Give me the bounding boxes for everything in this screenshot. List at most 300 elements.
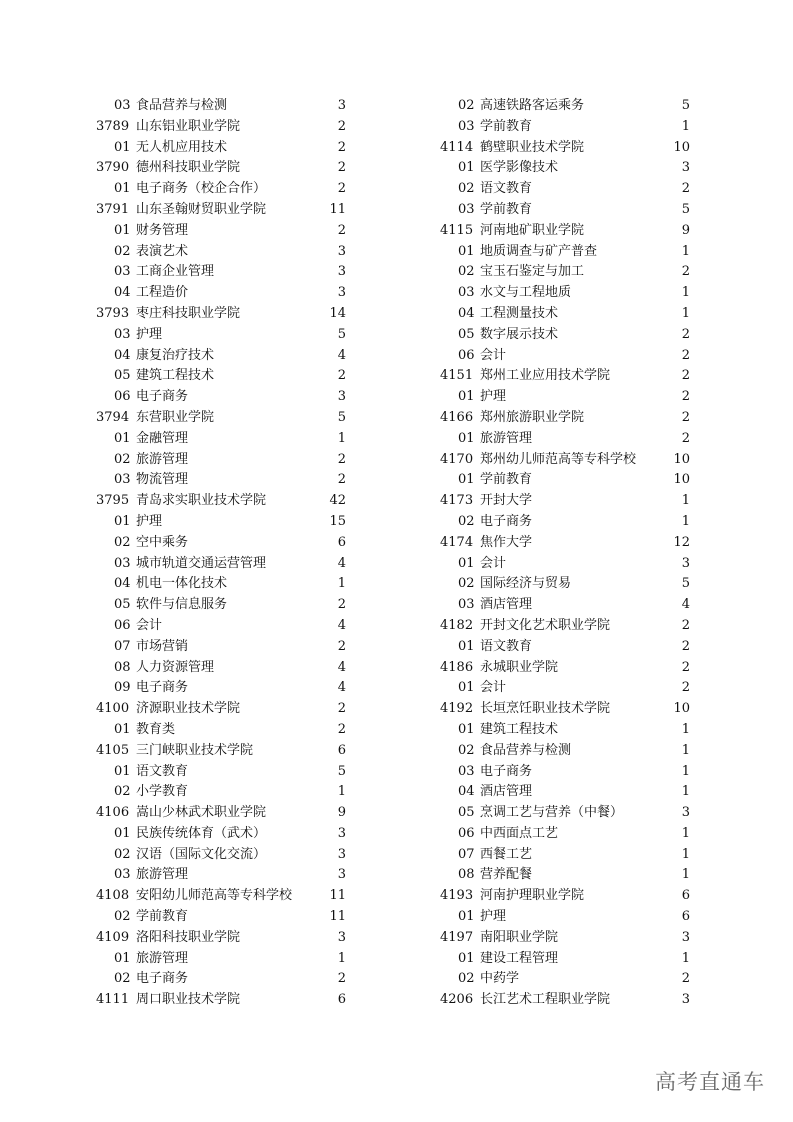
major-row <box>440 470 690 491</box>
major-row <box>96 346 346 367</box>
count: 6 <box>337 742 346 758</box>
name: 电子商务 <box>480 513 533 529</box>
name: 建筑工程技术 <box>480 721 559 737</box>
count: 1 <box>681 784 690 800</box>
code: 4115 <box>440 222 474 238</box>
major-row <box>96 865 346 886</box>
code: 03 <box>458 118 475 134</box>
code: 01 <box>458 430 475 446</box>
major-row <box>440 304 690 325</box>
name: 护理 <box>480 909 507 925</box>
name: 学前教育 <box>480 201 533 217</box>
school-row <box>96 803 346 824</box>
count: 9 <box>681 222 690 238</box>
major-row <box>440 678 690 699</box>
count: 2 <box>337 451 346 467</box>
code: 3790 <box>96 160 130 176</box>
name: 物流管理 <box>136 472 189 488</box>
code: 4109 <box>96 929 130 945</box>
count: 5 <box>337 409 346 425</box>
name: 河南地矿职业学院 <box>480 222 585 238</box>
name: 学前教育 <box>136 909 189 925</box>
code: 4100 <box>96 701 130 717</box>
count: 3 <box>337 98 346 113</box>
name: 焦作大学 <box>480 534 533 550</box>
count: 2 <box>681 409 690 425</box>
name: 济源职业技术学院 <box>136 701 241 717</box>
major-row <box>96 782 346 803</box>
count: 2 <box>681 264 690 280</box>
code: 02 <box>114 846 131 862</box>
school-row <box>440 658 690 679</box>
code: 05 <box>458 326 475 342</box>
count: 2 <box>681 368 690 384</box>
code: 07 <box>114 638 131 654</box>
code: 02 <box>114 243 131 259</box>
name: 山东铝业职业学院 <box>136 118 241 134</box>
code: 4192 <box>440 701 474 717</box>
name: 郑州工业应用技术学院 <box>480 368 611 384</box>
name: 学前教育 <box>480 472 533 488</box>
major-row <box>440 803 690 824</box>
count: 1 <box>337 950 346 966</box>
name: 宝玉石鉴定与加工 <box>480 264 585 280</box>
count: 1 <box>681 493 690 509</box>
count: 2 <box>681 430 690 446</box>
code: 3793 <box>96 305 130 321</box>
count: 2 <box>681 659 690 675</box>
major-row <box>96 554 346 575</box>
code: 3791 <box>96 201 130 217</box>
count: 2 <box>337 971 346 987</box>
count: 10 <box>673 451 690 467</box>
name: 人力资源管理 <box>136 659 215 675</box>
code: 02 <box>458 971 475 987</box>
count: 4 <box>337 617 346 633</box>
count: 2 <box>337 721 346 737</box>
name: 护理 <box>136 513 163 529</box>
name: 酒店管理 <box>480 784 533 800</box>
name: 语文教育 <box>136 763 189 779</box>
name: 枣庄科技职业学院 <box>136 305 241 321</box>
count: 5 <box>337 763 346 779</box>
school-row <box>440 886 690 907</box>
name: 食品营养与检测 <box>480 742 572 758</box>
major-row <box>440 845 690 866</box>
name: 中西面点工艺 <box>480 825 559 841</box>
major-row <box>96 179 346 200</box>
code: 3789 <box>96 118 130 134</box>
code: 4174 <box>440 534 474 550</box>
code: 4197 <box>440 929 474 945</box>
name: 地质调查与矿产普查 <box>480 243 598 259</box>
major-row <box>440 262 690 283</box>
school-row <box>96 699 346 720</box>
code: 05 <box>114 368 131 384</box>
count: 2 <box>681 326 690 342</box>
count: 3 <box>337 285 346 301</box>
code: 01 <box>458 638 475 654</box>
name: 山东圣翰财贸职业学院 <box>136 201 267 217</box>
major-row <box>96 907 346 928</box>
count: 4 <box>681 597 690 613</box>
code: 4186 <box>440 659 474 675</box>
school-row <box>96 304 346 325</box>
count: 3 <box>337 825 346 841</box>
code: 01 <box>114 222 131 238</box>
major-row <box>440 117 690 138</box>
name: 电子商务 <box>136 971 189 987</box>
code: 06 <box>458 825 475 841</box>
major-row <box>440 637 690 658</box>
major-row <box>96 242 346 263</box>
code: 03 <box>114 867 131 883</box>
name: 中药学 <box>480 971 520 987</box>
name: 工程测量技术 <box>480 305 559 321</box>
school-row <box>440 699 690 720</box>
name: 长江艺术工程职业学院 <box>480 992 611 1008</box>
name: 建设工程管理 <box>480 950 559 966</box>
major-row <box>440 325 690 346</box>
count: 14 <box>329 305 346 321</box>
major-row <box>96 969 346 990</box>
code: 03 <box>458 201 475 217</box>
name: 无人机应用技术 <box>136 139 228 155</box>
code: 4111 <box>96 992 130 1008</box>
school-row <box>440 990 690 1011</box>
count: 4 <box>337 347 346 363</box>
count: 2 <box>337 701 346 717</box>
major-row <box>440 762 690 783</box>
code: 01 <box>458 243 475 259</box>
code: 01 <box>458 472 475 488</box>
count: 1 <box>337 430 346 446</box>
major-row <box>96 221 346 242</box>
code: 4206 <box>440 992 474 1008</box>
count: 10 <box>673 701 690 717</box>
code: 01 <box>114 721 131 737</box>
code: 06 <box>114 617 131 633</box>
count: 42 <box>329 493 346 509</box>
count: 2 <box>681 971 690 987</box>
major-row <box>96 450 346 471</box>
count: 2 <box>681 680 690 696</box>
code: 01 <box>458 389 475 405</box>
name: 永城职业学院 <box>480 659 559 675</box>
code: 4106 <box>96 805 130 821</box>
major-row <box>96 637 346 658</box>
major-row <box>440 242 690 263</box>
major-row <box>440 429 690 450</box>
code: 03 <box>114 98 131 113</box>
count: 4 <box>337 659 346 675</box>
major-row <box>96 325 346 346</box>
code: 4151 <box>440 368 474 384</box>
name: 洛阳科技职业学院 <box>136 929 241 945</box>
school-row <box>440 408 690 429</box>
count: 2 <box>337 139 346 155</box>
name: 软件与信息服务 <box>136 597 228 613</box>
name: 旅游管理 <box>480 430 533 446</box>
code: 03 <box>458 285 475 301</box>
name: 建筑工程技术 <box>136 368 215 384</box>
count: 6 <box>337 534 346 550</box>
code: 03 <box>458 597 475 613</box>
name: 德州科技职业学院 <box>136 160 241 176</box>
count: 2 <box>337 181 346 197</box>
count: 11 <box>329 888 346 904</box>
count: 2 <box>337 638 346 654</box>
code: 4108 <box>96 888 130 904</box>
code: 09 <box>114 680 131 696</box>
code: 02 <box>114 909 131 925</box>
count: 10 <box>673 139 690 155</box>
name: 会计 <box>480 347 507 363</box>
major-row <box>440 387 690 408</box>
school-row <box>96 158 346 179</box>
name: 南阳职业学院 <box>480 929 559 945</box>
code: 3794 <box>96 409 130 425</box>
count: 2 <box>681 181 690 197</box>
code: 01 <box>114 513 131 529</box>
name: 医学影像技术 <box>480 160 559 176</box>
major-row <box>96 658 346 679</box>
code: 01 <box>114 139 131 155</box>
major-row <box>96 262 346 283</box>
major-row <box>440 907 690 928</box>
code: 4166 <box>440 409 474 425</box>
count: 6 <box>681 888 690 904</box>
code: 05 <box>114 597 131 613</box>
major-row <box>440 346 690 367</box>
name: 会计 <box>480 555 507 571</box>
count: 2 <box>681 617 690 633</box>
name: 郑州旅游职业学院 <box>480 409 585 425</box>
code: 02 <box>458 742 475 758</box>
count: 3 <box>681 555 690 571</box>
code: 4193 <box>440 888 474 904</box>
code: 01 <box>114 181 131 197</box>
major-row <box>96 366 346 387</box>
count: 2 <box>337 368 346 384</box>
name: 市场营销 <box>136 638 189 654</box>
count: 5 <box>681 576 690 592</box>
major-row <box>96 533 346 554</box>
name: 水文与工程地质 <box>480 285 572 301</box>
name: 鹤壁职业技术学院 <box>480 139 585 155</box>
name: 电子商务 <box>136 389 189 405</box>
count: 6 <box>681 909 690 925</box>
major-row <box>440 158 690 179</box>
count: 2 <box>337 222 346 238</box>
name: 三门峡职业技术学院 <box>136 742 254 758</box>
school-row <box>96 990 346 1011</box>
major-row <box>440 782 690 803</box>
count: 12 <box>673 534 690 550</box>
code: 04 <box>114 285 131 301</box>
code: 01 <box>458 721 475 737</box>
major-row <box>96 616 346 637</box>
name: 开封文化艺术职业学院 <box>480 617 611 633</box>
name: 护理 <box>136 326 163 342</box>
count: 3 <box>337 264 346 280</box>
name: 小学教育 <box>136 784 189 800</box>
name: 电子商务 <box>480 763 533 779</box>
code: 4170 <box>440 451 474 467</box>
name: 会计 <box>480 680 507 696</box>
watermark: 高考直通车 <box>655 1070 765 1094</box>
count: 1 <box>681 721 690 737</box>
code: 08 <box>114 659 131 675</box>
count: 2 <box>337 472 346 488</box>
count: 1 <box>681 118 690 134</box>
code: 01 <box>458 555 475 571</box>
count: 1 <box>681 243 690 259</box>
major-row <box>440 200 690 221</box>
name: 烹调工艺与营养（中餐） <box>480 805 624 821</box>
count: 5 <box>681 98 690 113</box>
name: 语文教育 <box>480 638 533 654</box>
major-row <box>96 429 346 450</box>
code: 04 <box>114 347 131 363</box>
code: 01 <box>114 763 131 779</box>
name: 安阳幼儿师范高等专科学校 <box>136 888 293 904</box>
count: 4 <box>337 555 346 571</box>
name: 电子商务 <box>136 680 189 696</box>
name: 开封大学 <box>480 493 533 509</box>
name: 表演艺术 <box>136 243 189 259</box>
major-row <box>440 283 690 304</box>
name: 财务管理 <box>136 222 189 238</box>
code: 08 <box>458 867 475 883</box>
major-row <box>96 283 346 304</box>
count: 9 <box>337 805 346 821</box>
school-row <box>96 928 346 949</box>
school-row <box>96 886 346 907</box>
code: 01 <box>458 160 475 176</box>
name: 电子商务（校企合作） <box>136 181 267 197</box>
school-row <box>96 491 346 512</box>
code: 04 <box>458 305 475 321</box>
school-row <box>440 533 690 554</box>
count: 5 <box>681 201 690 217</box>
school-row <box>96 200 346 221</box>
major-row <box>96 470 346 491</box>
name: 康复治疗技术 <box>136 347 215 363</box>
major-row <box>96 96 346 117</box>
count: 1 <box>337 784 346 800</box>
name: 汉语（国际文化交流） <box>136 846 267 862</box>
major-row <box>96 512 346 533</box>
name: 语文教育 <box>480 181 533 197</box>
code: 01 <box>458 909 475 925</box>
code: 01 <box>114 950 131 966</box>
major-row <box>440 824 690 845</box>
count: 1 <box>681 950 690 966</box>
count: 2 <box>681 347 690 363</box>
count: 1 <box>681 285 690 301</box>
major-row <box>96 138 346 159</box>
major-row <box>440 96 690 117</box>
code: 06 <box>114 389 131 405</box>
count: 1 <box>681 513 690 529</box>
count: 10 <box>673 472 690 488</box>
count: 1 <box>681 742 690 758</box>
major-row <box>440 512 690 533</box>
code: 04 <box>114 576 131 592</box>
major-row <box>440 179 690 200</box>
school-row <box>96 741 346 762</box>
code: 4182 <box>440 617 474 633</box>
code: 05 <box>458 805 475 821</box>
name: 营养配餐 <box>480 867 533 883</box>
major-row <box>96 595 346 616</box>
count: 3 <box>337 389 346 405</box>
count: 3 <box>681 160 690 176</box>
code: 01 <box>114 430 131 446</box>
code: 02 <box>114 784 131 800</box>
count: 2 <box>337 597 346 613</box>
left-column <box>96 96 346 1011</box>
name: 会计 <box>136 617 163 633</box>
name: 工商企业管理 <box>136 264 215 280</box>
count: 1 <box>681 867 690 883</box>
count: 3 <box>681 929 690 945</box>
count: 11 <box>329 201 346 217</box>
code: 02 <box>458 98 475 113</box>
name: 学前教育 <box>480 118 533 134</box>
major-row <box>440 741 690 762</box>
major-row <box>440 969 690 990</box>
major-row <box>96 720 346 741</box>
major-row <box>440 574 690 595</box>
code: 03 <box>114 555 131 571</box>
name: 金融管理 <box>136 430 189 446</box>
name: 长垣烹饪职业技术学院 <box>480 701 611 717</box>
code: 03 <box>114 326 131 342</box>
name: 民族传统体育（武术） <box>136 825 267 841</box>
code: 02 <box>458 513 475 529</box>
code: 06 <box>458 347 475 363</box>
count: 6 <box>337 992 346 1008</box>
code: 03 <box>458 763 475 779</box>
count: 3 <box>337 867 346 883</box>
name: 郑州幼儿师范高等专科学校 <box>480 451 637 467</box>
major-row <box>440 720 690 741</box>
name: 旅游管理 <box>136 867 189 883</box>
count: 3 <box>681 805 690 821</box>
count: 3 <box>337 243 346 259</box>
count: 1 <box>681 846 690 862</box>
code: 04 <box>458 784 475 800</box>
name: 高速铁路客运乘务 <box>480 98 585 113</box>
name: 教育类 <box>136 721 176 737</box>
name: 西餐工艺 <box>480 846 533 862</box>
code: 4173 <box>440 493 474 509</box>
code: 4114 <box>440 139 474 155</box>
school-row <box>440 138 690 159</box>
major-row <box>96 387 346 408</box>
count: 3 <box>337 929 346 945</box>
name: 周口职业技术学院 <box>136 992 241 1008</box>
name: 酒店管理 <box>480 597 533 613</box>
major-row <box>440 554 690 575</box>
name: 旅游管理 <box>136 451 189 467</box>
major-row <box>96 678 346 699</box>
name: 护理 <box>480 389 507 405</box>
count: 1 <box>681 305 690 321</box>
name: 东营职业学院 <box>136 409 215 425</box>
